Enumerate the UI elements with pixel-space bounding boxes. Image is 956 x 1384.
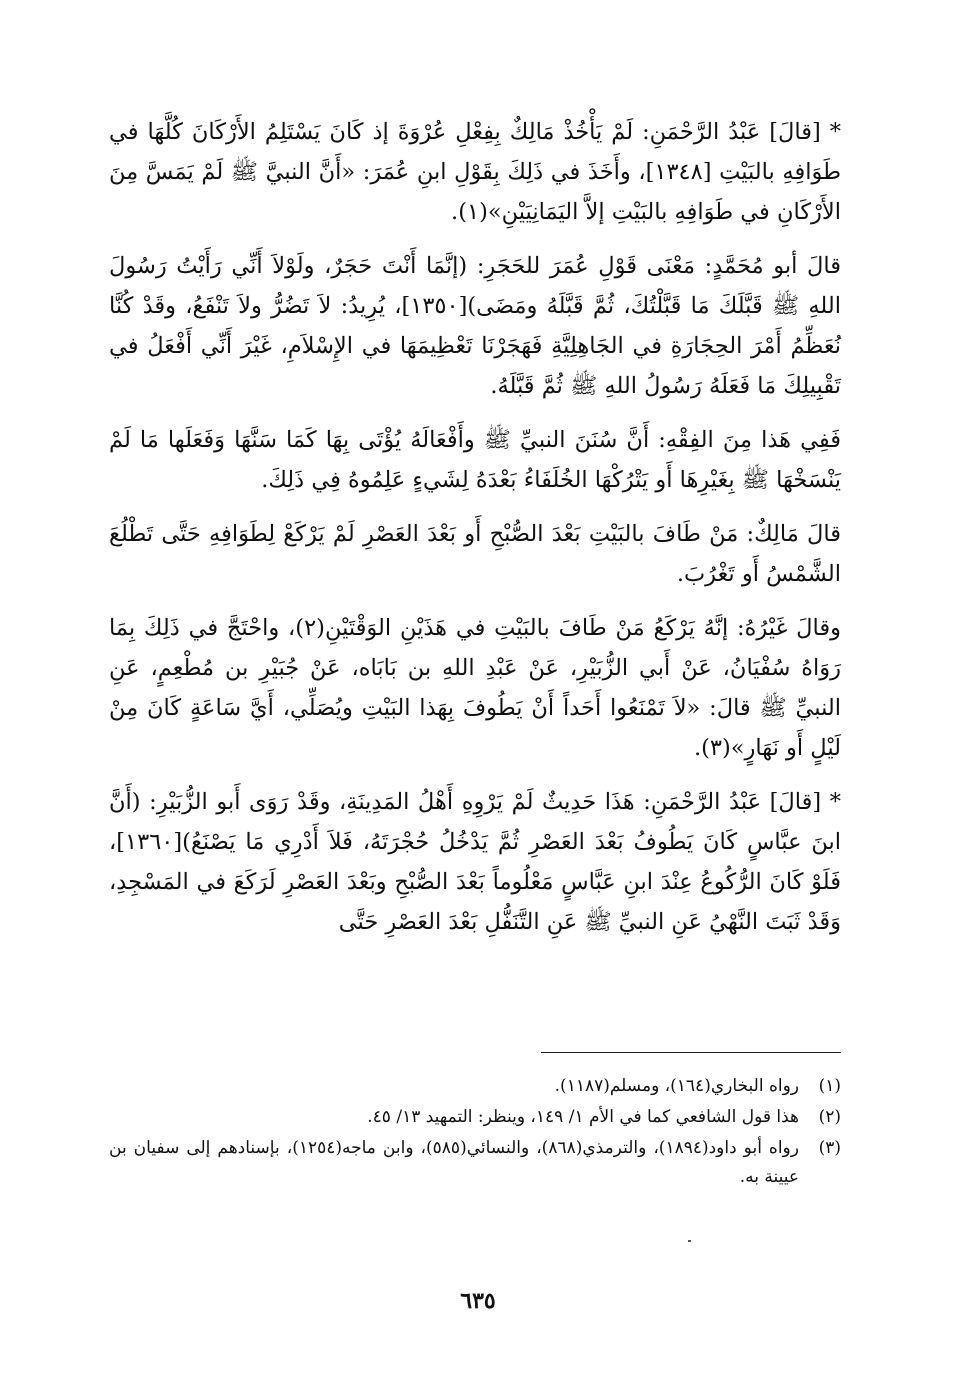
footnote-1 (109, 1072, 841, 1101)
paragraph-6: * [قالَ] عَبْدُ الرَّحْمَنِ: هَذَا حَدِيثٌ لَمْ يَرْوِهِ أَهْلُ المَدِينَةِ، وقَدْ رَوَى أَبو الزُّبَيْرِ: (أَنَّ ابنَ عبَّاسٍ كَانَ يَطُوفُ بَعْدَ العَصْرِ ثُمَّ يَدْخُلُ حُجْرَتَهُ، فَلاَ أَدْرِي مَا يَصْنَعُ)[١٣٦٠]، فَلَوْ كَانَ الرُّكُوعُ عِنْدَ ابنِ عَبَّاسٍ مَعْلُوماً بَعْدَ الصُّبْحِ وبَعْدَ العَصْرِ لَرَكَعَ في المَسْجِدِ، وَقَدْ ثَبَتَ النَّهْيُ عَنِ النبيِّ ﷺ عَنِ التَّنَفُّلِ بَعْدَ العَصْرِ حَتَّى (109, 789, 841, 935)
footnote-text: رواه أبو داود(١٨٩٤)، والترمذي(٨٦٨)، والنسائي(٥٨٥)، وابن ماجه(١٢٥٤)، بإسنادهم إلى سفيان بن عيينة به. (109, 1138, 799, 1187)
footnote-text: رواه البخاري(١٦٤)، ومسلم(١١٨٧). (554, 1076, 799, 1096)
paragraph-2: قالَ أبو مُحَمَّدٍ: مَعْنَى قَوْلِ عُمَرَ للحَجَرِ: (إنَّمَا أَنْتَ حَجَرٌ، ولَوْلاَ أَنِّي رَأَيْتُ رَسُولَ اللهِ ﷺ قَبَّلَكَ مَا قَبَّلْتُكَ، ثُمَّ قَبَّلَهُ ومَضَى)[١٣٥٠]، يُرِيدُ: لاَ تَضُرُّ ولاَ تَنْفَعُ، وقَدْ كُنَّا نُعَظِّمُ أَمْرَ الحِجَارَةِ في الجَاهِلِيَّةِ فَهَجَرْنَا تَعْظِيمَهَا في الإِسْلاَمِ، غَيْرَ أَنِّي أَفْعَلُ في تَقْبِيلِكَ مَا فَعَلَهُ رَسُولُ اللهِ ﷺ ثُمَّ قَبَّلَهُ. (109, 253, 841, 399)
main-text (109, 112, 841, 956)
footnote-number: (٣) (818, 1138, 841, 1158)
paragraph-3: فَفِي هَذا مِنَ الفِقْهِ: أَنَّ سُنَنَ النبيِّ ﷺ وأَفْعَالَهُ يُؤْتَى بِهَا كَمَا سَنَّهَا وَفَعَلَها مَا لَمْ يَنْسَخْهَا ﷺ بِغَيْرِهَا أَو يَتْرُكْهَا الخُلَفَاءُ بَعْدَهُ لِشَيءٍ عَلِمُوهُ فِي ذَلِكَ. (109, 427, 841, 493)
footnote-3 (109, 1134, 841, 1192)
footnote-number: (٢) (818, 1107, 841, 1127)
footnote-2 (109, 1103, 841, 1132)
paragraph-4: قالَ مَالِكٌ: مَنْ طَافَ بالبَيْتِ بَعْدَ الصُّبْحِ أَو بَعْدَ العَصْرِ لَمْ يَرْكَعْ لِطَوَافِهِ حَتَّى تَطْلُعَ الشَّمْسُ أَو تَغْرُبَ. (109, 521, 841, 587)
footnotes (109, 1072, 841, 1194)
footnote-number: (١) (818, 1076, 841, 1096)
page-number: ٦٣٥ (460, 1288, 496, 1314)
paragraph-1: * [قالَ] عَبْدُ الرَّحْمَنِ: لَمْ يَأْخُذْ مَالِكٌ بِفِعْلِ عُرْوَةَ إذ كَانَ يَسْتَلِمُ الأَرْكَانَ كُلَّهَا في طَوَافِهِ بالبَيْتِ [١٣٤٨]، وأَخَذَ في ذَلِكَ بِقَوْلِ ابنِ عُمَرَ: «أَنَّ النبيَّ ﷺ لَمْ يَمَسَّ مِنَ الأَرْكَانِ في طَوَافِهِ بالبَيْتِ إلاَّ اليَمَانِيَيْنِ»(١). (109, 119, 841, 225)
paragraph-5: وقالَ غَيْرُهُ: إنَّهُ يَرْكَعُ مَنْ طَافَ بالبَيْتِ في هَذَيْنِ الوَقْتَيْنِ(٢)، واحْتَجَّ في ذَلِكَ بِمَا رَوَاهُ سُفْيَانُ، عَنْ أَبي الزُّبَيْرِ، عَنْ عَبْدِ اللهِ بن بَابَاه، عَنْ جُبَيْرِ بن مُطْعِمٍ، عَنِ النبيِّ ﷺ قالَ: «لاَ تَمْنَعُوا أَحَداً أَنْ يَطُوفَ بِهَذا البَيْتِ ويُصَلِّي، أَيَّ سَاعَةٍ كَانَ مِنْ لَيْلٍ أَو نَهَارٍ»(٣). (109, 615, 841, 761)
footnote-divider (541, 1052, 841, 1053)
footnote-text: هذا قول الشافعي كما في الأم ١/ ١٤٩، وينظر: التمهيد ١٣/ ٤٥. (367, 1107, 799, 1127)
scan-speck (688, 1240, 691, 1242)
